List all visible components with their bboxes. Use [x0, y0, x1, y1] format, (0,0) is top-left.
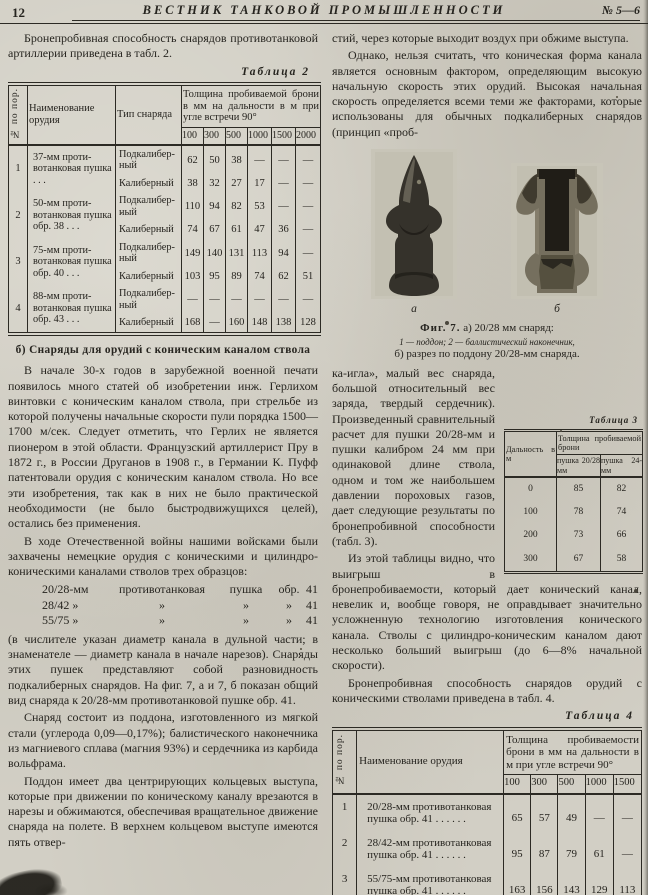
paragraph: ка-игла», малый вес снаряда, большой относительный вес заряда, твердый сердечник). Произведенный сравнительный расчет для пушки 20/28-мм и пушки калибром 24 мм при одинаковой длине ствола, одном и том же наибольшем давлении пороховых газов, дает следующие результаты по бронепробивной способности (табл. 3).	[332, 365, 495, 548]
penetration-value: 38	[226, 145, 248, 175]
penetration-value: —	[585, 794, 613, 831]
distance-header: 1500	[272, 128, 296, 145]
penetration-value: 113	[248, 239, 272, 268]
table2-label: Таблица 2	[241, 65, 310, 78]
shell-type: Калиберный	[116, 221, 182, 239]
penetration-value: 73	[557, 524, 601, 547]
shell-type: Калиберный	[116, 175, 182, 193]
gun-list-item: 20/28-мм	[42, 582, 89, 597]
column-header-name: Наименование орудия	[28, 84, 116, 145]
penetration-value: 51	[296, 268, 321, 286]
figure-caption-line3: б) разрез по поддону 20/28-мм снаряда.	[394, 347, 580, 360]
distance-header: 500	[226, 128, 248, 145]
two-column-layout	[0, 24, 648, 895]
penetration-value: 163	[504, 867, 531, 895]
penetration-value: 95	[204, 268, 226, 286]
penetration-value: 128	[296, 314, 321, 334]
penetration-value: 36	[272, 221, 296, 239]
paragraph: В начале 30-х годов в зарубежной военной печати появилось много статей об изобретении инж. Герлихом винтовки с коническим каналом ствола, при стрельбе из которой получены начальные скорости пули порядка 1500—1700 м/сек. Следует отметить, что Герлих не является пионером в этой области. Французский артиллерист Пру в 1872 г., в России Друганов в 1908 г., в Германии К. Пуфф патентовали орудия с коническим каналом ствола. Но все эти изобретения, так как в них не было практической необходимости (не было быстродвижущихся целей), остались без применения.	[8, 363, 318, 531]
shell-type: Подкалиберный	[116, 192, 182, 221]
penetration-value: —	[613, 831, 641, 867]
penetration-value: 113	[613, 867, 641, 895]
penetration-value: 131	[226, 239, 248, 268]
shell-type: Подкалиберный	[116, 145, 182, 175]
column-header-gun1: пушка 20/28 мм	[557, 455, 601, 477]
penetration-value: 38	[182, 175, 204, 193]
table-2	[8, 82, 321, 336]
penetration-value: 95	[504, 831, 531, 867]
issue-number: № 5—6	[576, 3, 640, 21]
penetration-value: 110	[182, 192, 204, 221]
distance-header: 1500	[613, 775, 641, 794]
projectile-section-image	[511, 163, 603, 299]
left-column	[8, 31, 318, 895]
penetration-value: —	[204, 285, 226, 314]
penetration-value: 61	[226, 221, 248, 239]
penetration-value: —	[296, 145, 321, 175]
penetration-value: —	[226, 285, 248, 314]
journal-title: ВЕСТНИК ТАНКОВОЙ ПРОМЫШЛЕННОСТИ	[72, 3, 576, 21]
table-row	[9, 285, 321, 314]
penetration-value: —	[248, 285, 272, 314]
penetration-value: —	[272, 285, 296, 314]
penetration-value: 156	[531, 867, 558, 895]
distance-header: 100	[504, 775, 531, 794]
gun-name: 55/75-мм противотанковая пушка обр. 41 . . . . . .	[357, 867, 504, 895]
column-header-span: Толщина пробиваемой брони	[557, 430, 643, 454]
column-header-name: Наименование орудия	[357, 729, 504, 794]
photo-a-label: а	[411, 303, 417, 316]
column-header-num: № по пор.	[9, 84, 28, 145]
penetration-value: 74	[248, 268, 272, 286]
column-header-type: Тип снаряда	[116, 84, 182, 145]
penetration-value: —	[272, 192, 296, 221]
figure-photos	[332, 149, 642, 317]
right-column	[332, 31, 642, 895]
gun-name: 20/28-мм противотанковая пушка обр. 41 . . . . . .	[357, 794, 504, 831]
penetration-value: 53	[248, 192, 272, 221]
row-number: 2	[9, 192, 28, 239]
table-row	[505, 501, 643, 524]
gun-list-item: 28/42 »	[42, 597, 79, 612]
column-header-distance: Дальность в м	[505, 430, 557, 476]
penetration-value: 89	[226, 268, 248, 286]
row-number: 1	[9, 145, 28, 193]
gun-name: 75-мм противотанковая пушка обр. 40 . . .	[28, 239, 116, 286]
paragraph: В ходе Отечественной войны нашими войсками были захвачены немецкие орудия с коническими и цилиндро-коническими каналами стволов трех образцов:	[8, 533, 318, 579]
distance-header: 500	[558, 775, 585, 794]
penetration-value: —	[296, 221, 321, 239]
table-row	[333, 867, 642, 895]
distance-value: 300	[505, 548, 557, 573]
figure-caption-number: Фиг. 7.	[420, 322, 461, 335]
penetration-value: 85	[557, 477, 601, 501]
shell-type: Подкалиберный	[116, 239, 182, 268]
gun-list-item: »	[159, 613, 165, 628]
gun-name: 37-мм противотанковая пушка . . .	[28, 145, 116, 193]
penetration-value: 138	[272, 314, 296, 334]
gun-list-item: 41	[306, 597, 318, 612]
penetration-value: —	[613, 794, 641, 831]
penetration-value: —	[296, 175, 321, 193]
penetration-value: 129	[585, 867, 613, 895]
paragraph: Бронепробивная способность снарядов орудий с коническими стволами приведена в табл. 4.	[332, 675, 642, 705]
penetration-value: —	[296, 239, 321, 268]
scan-edge-shadow	[643, 0, 648, 895]
gun-name: 28/42-мм противотанковая пушка обр. 41 . . . . . .	[357, 831, 504, 867]
photo-b-label: б	[554, 303, 560, 316]
figure-caption-title: а) 20/28 мм снаряд:	[463, 322, 554, 335]
row-number: 1	[333, 794, 357, 831]
penetration-value: 50	[204, 145, 226, 175]
figure-caption	[332, 321, 642, 336]
table-row	[333, 794, 642, 831]
page-header	[0, 0, 648, 24]
penetration-value: 58	[601, 548, 643, 573]
page-number: 12	[12, 5, 25, 20]
penetration-value: 67	[557, 548, 601, 573]
gun-list-item: »	[159, 597, 165, 612]
table-row	[333, 831, 642, 867]
row-number: 2	[333, 831, 357, 867]
penetration-value: 67	[204, 221, 226, 239]
penetration-value: 140	[204, 239, 226, 268]
table-3	[504, 429, 643, 574]
gun-list-row	[42, 613, 318, 629]
gun-list-item: 41	[306, 582, 318, 597]
penetration-value: 103	[182, 268, 204, 286]
paragraph: Снаряд состоит из поддона, изготовленного из мягкой стали (углерода 0,09—0,17%); балистического наконечника из магниевого сплава (магния 93%) и сердечника из карбида вольфрама.	[8, 710, 318, 771]
distance-value: 100	[505, 501, 557, 524]
distance-header: 300	[204, 128, 226, 145]
penetration-value: 148	[248, 314, 272, 334]
penetration-value: 65	[504, 794, 531, 831]
table3-label: Таблица 3	[589, 414, 638, 425]
penetration-value: —	[204, 314, 226, 334]
paragraph: Однако, нельзя считать, что коническая форма канала является основным фактором, определяющим высокую начальную скорость этих орудий. Высокая начальная скорость определяется всеми теми же факторами, которые использованы для обычных подкалиберных снарядов (принцип «проб-	[332, 48, 642, 139]
paragraph: Бронепробивная способность снарядов противотанковой артиллерии приведена в табл. 2.	[8, 31, 318, 61]
penetration-value: —	[272, 175, 296, 193]
gun-list-item: »	[286, 597, 292, 612]
penetration-value: 74	[601, 501, 643, 524]
row-number: 4	[9, 285, 28, 334]
penetration-value: 79	[558, 831, 585, 867]
paragraph: Из этой таблицы видно, что выигрыш в бронепробиваемости, который дает конический канал, невелик и, вообще говоря, не оправдывает значительно усложненную технологию изготовления конического канала. Стволы с цилиндро-коническим каналом дают несколько больший выигрыш (до 6—8% начальной скорости).	[332, 551, 642, 673]
penetration-value: 47	[248, 221, 272, 239]
penetration-value: —	[296, 192, 321, 221]
shell-type: Калиберный	[116, 268, 182, 286]
gun-name: 88-мм противотанковая пушка обр. 43 . . .	[28, 285, 116, 334]
gun-list-item: обр.	[278, 582, 300, 597]
distance-value: 200	[505, 524, 557, 547]
ink-blot	[34, 883, 68, 895]
column-header-num: № по пор.	[333, 729, 357, 794]
paragraph: Поддон имеет два центрирующих кольцевых выступа, которые при движении по коническому каналу врезаются в нарезы и обжимаются, обеспечивая вращательное движение снаряда на полете. В верхнем кольцевом выступе имеются пять отвер-	[8, 773, 318, 849]
gun-list-item: »	[243, 597, 249, 612]
distance-header: 100	[182, 128, 204, 145]
distance-header: 2000	[296, 128, 321, 145]
penetration-value: 17	[248, 175, 272, 193]
penetration-value: 49	[558, 794, 585, 831]
projectile-photo-a	[371, 149, 457, 317]
distance-header: 1000	[585, 775, 613, 794]
penetration-value: 27	[226, 175, 248, 193]
table-row	[505, 548, 643, 573]
penetration-value: 82	[601, 477, 643, 501]
table4-label: Таблица 4	[565, 710, 634, 723]
row-number: 3	[333, 867, 357, 895]
penetration-value: —	[296, 285, 321, 314]
gun-list-item: 55/75 »	[42, 613, 79, 628]
penetration-value: 57	[531, 794, 558, 831]
gun-list-item: противотанковая	[118, 582, 206, 597]
gun-list	[42, 582, 318, 629]
projectile-section-photo-b	[511, 163, 603, 317]
paper-specks	[0, 0, 2, 2]
table-row	[9, 239, 321, 268]
paragraph: стий, через которые выходит воздух при обжиме выступа.	[332, 31, 629, 45]
projectile-image	[371, 149, 457, 299]
paragraph: (в числителе указан диаметр канала в дульной части; в знаменателе — диаметр канала в начале нарезов). Снаряды этих пушек представляют собой разновидность подкалиберных снарядов. На фиг. 7, а и 7, б показан общий вид снаряда к 20/28-мм противотанковой пушке обр. 41.	[8, 631, 318, 708]
penetration-value: 62	[272, 268, 296, 286]
penetration-value: 78	[557, 501, 601, 524]
row-number: 3	[9, 239, 28, 286]
penetration-value: 160	[226, 314, 248, 334]
gun-name: 50-мм противотанковая пушка обр. 38 . . .	[28, 192, 116, 239]
gun-list-item: пушка	[229, 582, 263, 597]
table3-float	[504, 413, 642, 574]
column-header-span: Толщина пробиваемой брони в мм на дальности в м при угле встречи 90°	[182, 84, 321, 128]
column-header-gun2: пушка 24-мм	[601, 455, 643, 477]
penetration-value: —	[248, 145, 272, 175]
gun-list-row	[42, 598, 318, 614]
distance-value: 0	[505, 477, 557, 501]
table-row	[9, 145, 321, 175]
penetration-value: 94	[272, 239, 296, 268]
table-row	[9, 192, 321, 221]
table-row	[505, 524, 643, 547]
figure-caption-legend: 1 — поддон; 2 — баллистический наконечник,	[399, 336, 575, 347]
gun-list-item: »	[286, 613, 292, 628]
penetration-value: 168	[182, 314, 204, 334]
penetration-value: 62	[182, 145, 204, 175]
penetration-value: 66	[601, 524, 643, 547]
penetration-value: 82	[226, 192, 248, 221]
penetration-value: 143	[558, 867, 585, 895]
penetration-value: —	[182, 285, 204, 314]
table-4	[332, 727, 642, 895]
penetration-value: 87	[531, 831, 558, 867]
penetration-value: 149	[182, 239, 204, 268]
text-with-table3	[332, 366, 642, 674]
gun-list-item: 41	[306, 613, 318, 628]
penetration-value: 74	[182, 221, 204, 239]
penetration-value: 61	[585, 831, 613, 867]
shell-type: Подкалиберный	[116, 285, 182, 314]
figure-7	[332, 149, 642, 361]
penetration-value: —	[272, 145, 296, 175]
table-row	[505, 477, 643, 501]
column-header-span: Толщина пробиваемости брони в мм на дальности в м при угле встречи 90°	[504, 729, 642, 775]
penetration-value: 94	[204, 192, 226, 221]
penetration-value: 32	[204, 175, 226, 193]
gun-list-row	[42, 582, 318, 598]
section-heading: б) Снаряды для орудий с коническим каналом ствола	[15, 343, 311, 356]
gun-list-item: »	[243, 613, 249, 628]
distance-header: 300	[531, 775, 558, 794]
distance-header: 1000	[248, 128, 272, 145]
shell-type: Калиберный	[116, 314, 182, 334]
